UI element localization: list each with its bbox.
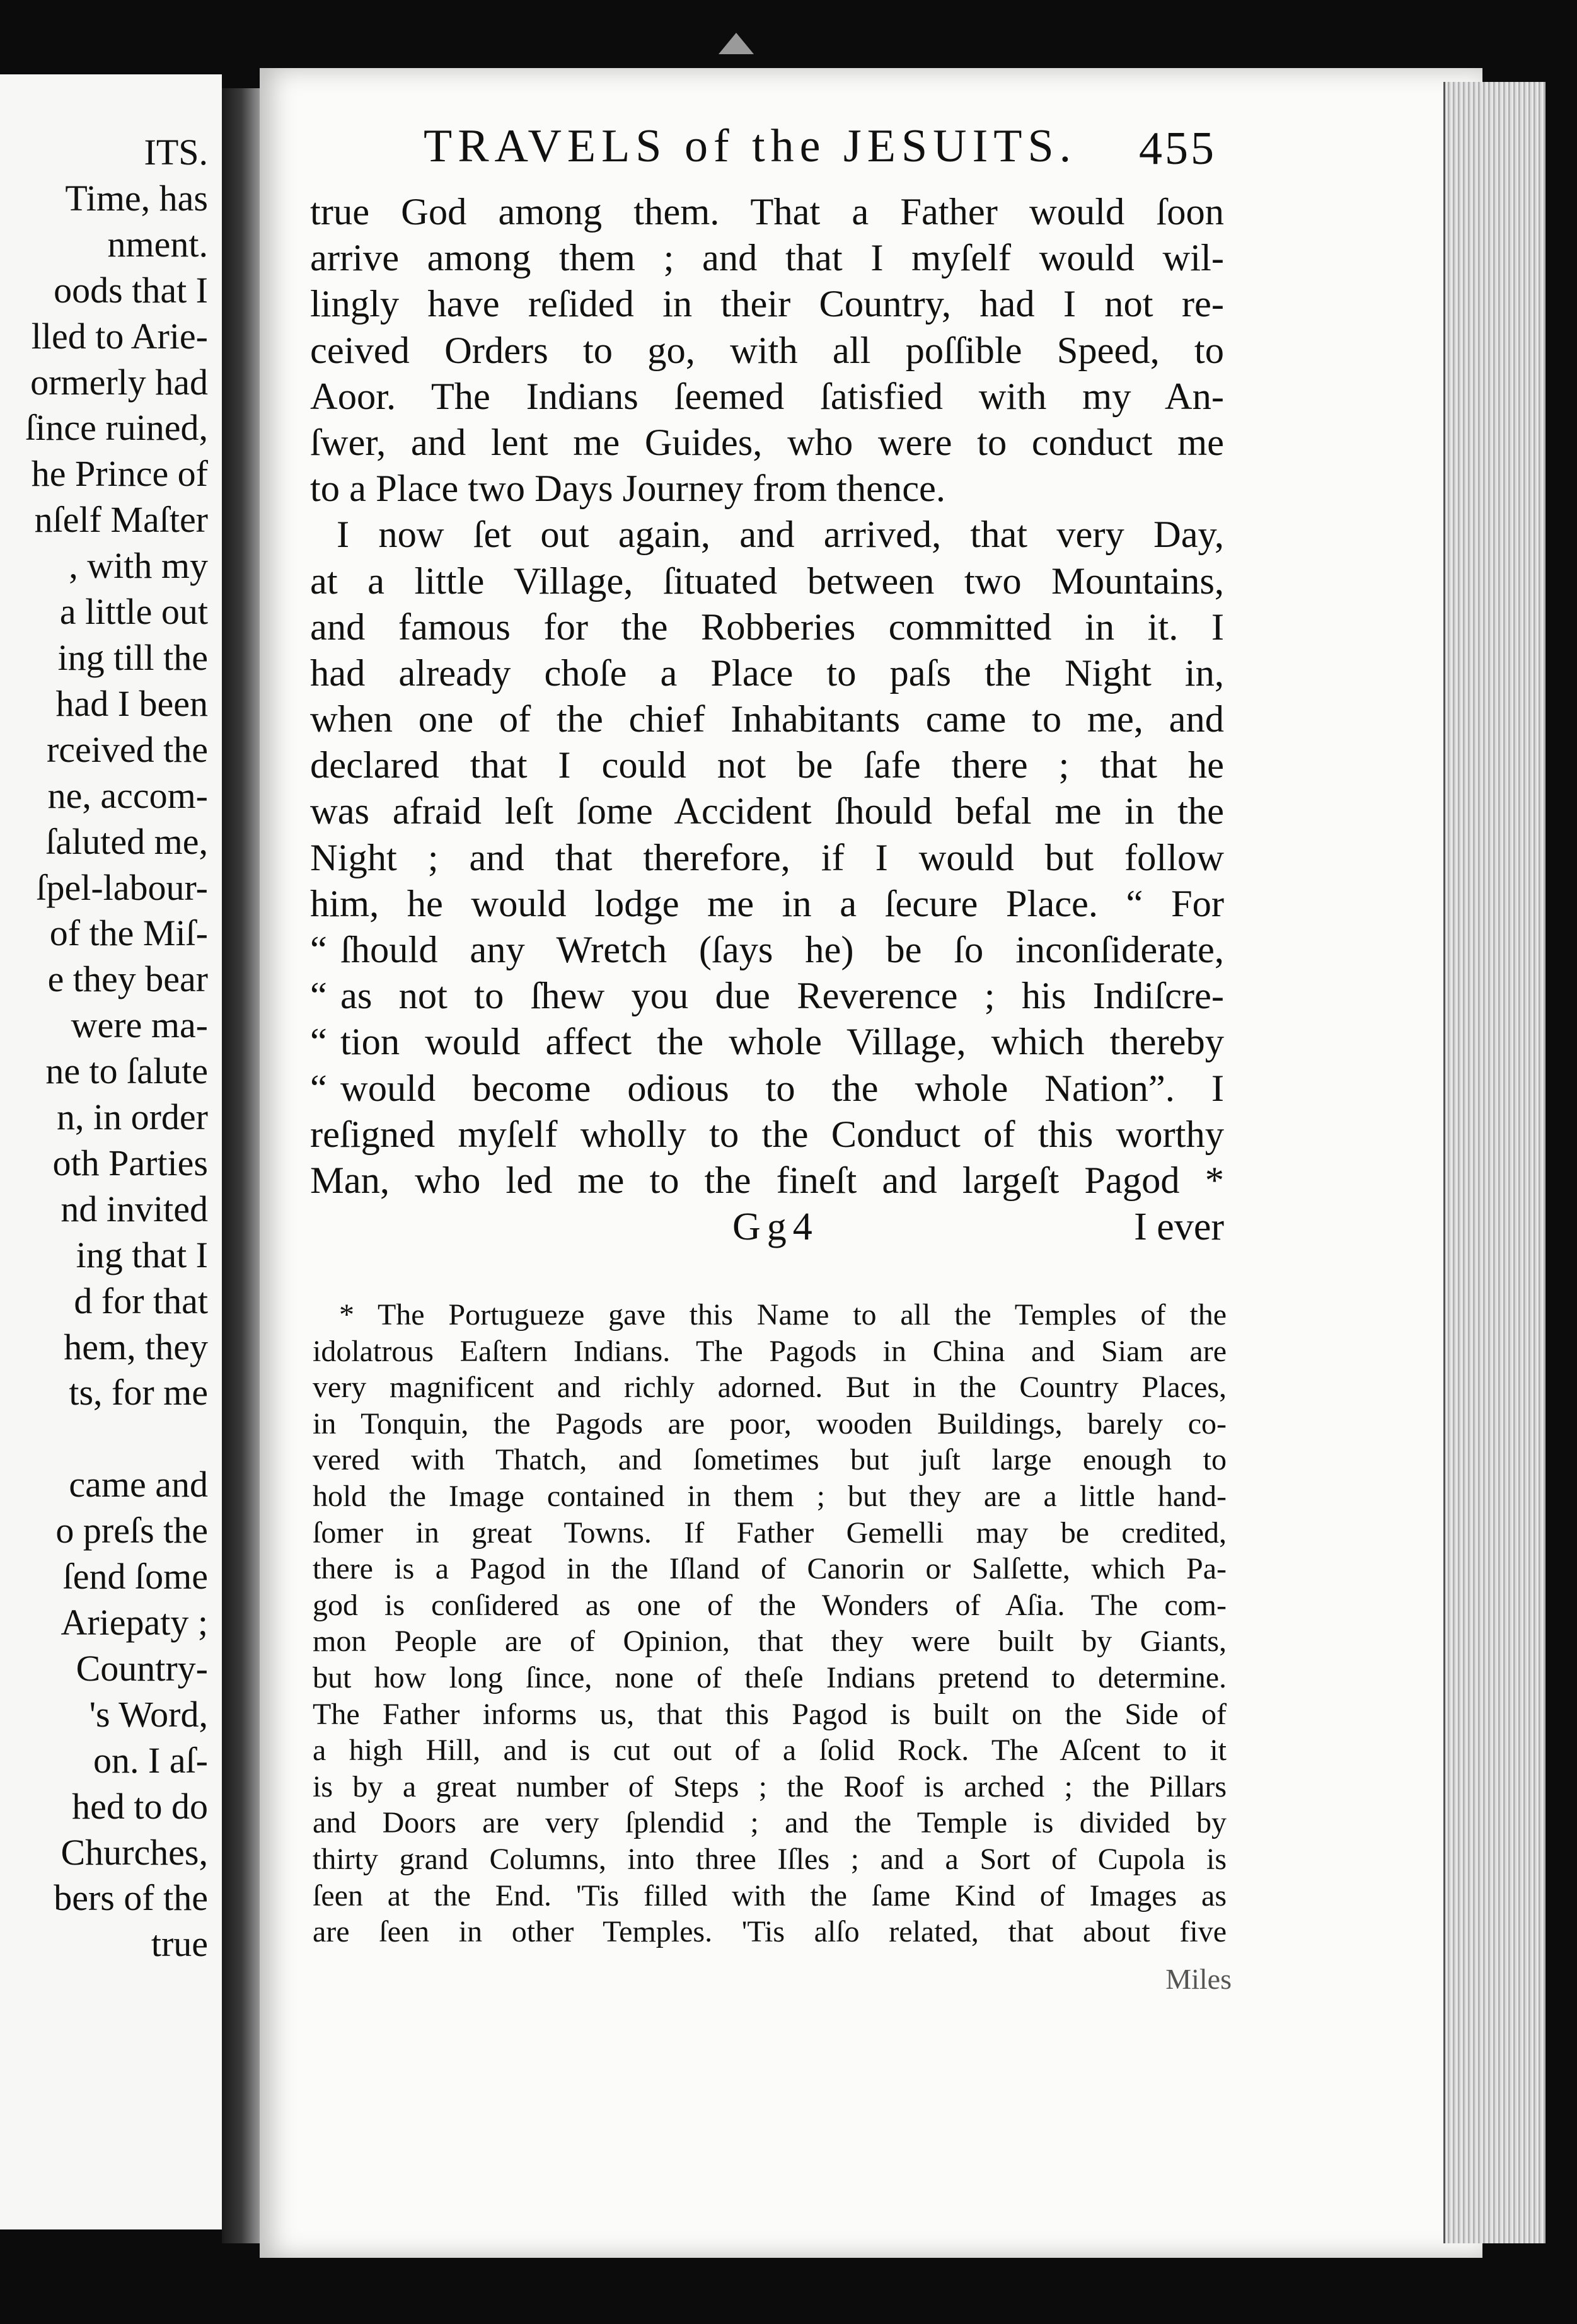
body-line: Night ; and that therefore, if I would but follow [310,836,1224,879]
footnote-line: a high Hill, and is cut out of a ſolid Rock. The Aſcent to it [313,1734,1227,1768]
footnote-line: and Doors are very ſplendid ; and the Temple is divided by [313,1806,1227,1840]
left-page-line: true [151,1923,208,1965]
scanner-notch [719,33,754,54]
left-page [0,74,222,2229]
footnote-line: * The Portugueze gave this Name to all the Temples of the [339,1298,1227,1332]
left-page-line: ing that I [76,1234,208,1275]
body-line-text: ſhould any Wretch (ſays he) be ſo inconſiderate, [340,929,1224,971]
page-header [424,120,1230,189]
left-page-line: ormerly had [30,361,208,403]
left-page-line: nment. [107,223,208,265]
body-line: true God among them. That a Father would ſoon [310,191,1224,233]
left-page-line: lled to Arie- [31,315,208,357]
left-page-line: ſince ruined, [25,407,208,449]
left-page-line: , with my [69,545,208,587]
body-line-text: as not to ſhew you due Reverence ; his Indiſcre- [340,975,1224,1018]
footnote-line: but how long ſince, none of theſe Indians pretend to determine. [313,1660,1227,1694]
scan-background-right [1545,0,1577,2324]
left-page-line: ne to ſalute [45,1050,208,1092]
left-page-line: ſaluted me, [45,820,208,862]
body-line: Aoor. The Indians ſeemed ſatisfied with my An- [310,375,1224,418]
body-line [310,973,1224,1019]
left-page-line: of the Miſ- [49,912,208,954]
left-page-line: o preſs the [55,1510,208,1551]
body-line: Man, who led me to the fineſt and largeſt Pagod * [310,1159,1224,1202]
left-page-line: e they bear [47,958,208,1000]
body-line-text: would become odious to the whole Nation”. I [340,1067,1224,1110]
left-page-line: Ariepaty ; [61,1602,208,1643]
body-line: had already choſe a Place to paſs the Night in, [310,652,1224,694]
left-page-line: were ma- [71,1004,208,1046]
left-page-line: on. I aſ- [93,1739,208,1781]
left-page-line: he Prince of [31,453,208,495]
body-line: I now ſet out again, and arrived, that very Day, [337,514,1224,556]
scan-background-bottom [0,2258,1577,2324]
body-line-text: tion would affect the whole Village, which thereby [340,1021,1224,1064]
footnote-line: is by a great number of Steps ; the Roof is arched ; the Pillars [313,1769,1227,1803]
main-text [310,189,1224,1204]
left-page-line: came and [69,1464,208,1505]
quote-mark: “ [310,1067,327,1110]
body-line: ceived Orders to go, with all poſſible Speed, to [310,329,1224,372]
left-page-line [25,1416,208,1462]
left-page-line: oth Parties [52,1142,208,1183]
footnote-catchword: Miles [1165,1963,1232,1995]
left-page-line: had I been [55,682,208,724]
left-page-line: bers of the [54,1877,208,1919]
footnote-line: are ſeen in other Temples. 'Tis alſo related, that about five [313,1915,1227,1949]
body-line [310,1019,1224,1065]
body-line: lingly have reſided in their Country, had I not re- [310,283,1224,326]
quote-mark: “ [310,1021,327,1064]
left-page-line: Churches, [61,1831,208,1873]
body-line: at a little Village, ſituated between two Mountains, [310,560,1224,602]
body-line: when one of the chief Inhabitants came to me, and [310,698,1224,741]
footnote-line: mon People are of Opinion, that they were built by Giants, [313,1625,1227,1659]
body-line: arrive among them ; and that I myſelf would wil- [310,237,1224,280]
left-page-line: rceived the [46,728,208,770]
page-number: 455 [1139,123,1216,175]
left-page-line: n, in order [57,1096,208,1138]
footnote-line: very magnificent and richly adorned. But in the Country Places, [313,1371,1227,1405]
body-line [310,1066,1224,1112]
left-page-line: ITS. [144,132,208,173]
left-page-line: oods that I [54,269,208,311]
left-page-line: ſend ſome [62,1556,208,1597]
left-page-line: ne, accom- [47,774,208,816]
left-page-line: Country- [76,1647,208,1689]
body-line: him, he would lodge me in a ſecure Place. “ For [310,882,1224,925]
signature-mark: Gg4 [732,1205,819,1248]
body-line: reſigned myſelf wholly to the Conduct of this worthy [310,1113,1224,1156]
quote-mark: “ [310,975,327,1018]
left-page-line: 's Word, [89,1693,208,1735]
footnote-line: vered with Thatch, and ſometimes but juſt large enough to [313,1443,1227,1477]
body-line: declared that I could not be ſafe there ; that he [310,744,1224,787]
left-page-line: a little out [59,591,208,633]
left-page-text [25,130,208,1967]
body-line [310,927,1224,973]
running-head: TRAVELS of the JESUITS. [424,120,1077,172]
footnote [313,1297,1227,1950]
left-page-line: hed to do [72,1785,208,1827]
left-page-line: d for that [74,1280,208,1321]
footnote-line: in Tonquin, the Pagods are poor, wooden Buildings, barely co- [313,1406,1227,1441]
left-page-line: nſelf Maſter [34,499,208,541]
left-page-line: hem, they [64,1326,208,1367]
footnote-line: hold the Image contained in them ; but they are a little hand- [313,1479,1227,1513]
left-page-line: ing till the [57,636,208,678]
body-line: and famous for the Robberies committed in it. I [310,606,1224,648]
page-edges [1443,82,1552,2243]
left-page-line: ts, for me [69,1372,208,1413]
catchword: I ever [1134,1205,1224,1248]
left-page-line: ſpel-labour- [36,866,208,908]
footnote-line: thirty grand Columns, into three Iſles ; and a Sort of Cupola is [313,1842,1227,1876]
left-page-line: Time, has [65,177,208,219]
footnote-line: there is a Pagod in the Iſland of Canorin or Salſette, which Pa- [313,1552,1227,1586]
signature-line [310,1205,1224,1255]
body-line: ſwer, and lent me Guides, who were to conduct me [310,421,1224,464]
quote-mark: “ [310,929,327,971]
footnote-line: ſeen at the End. 'Tis filled with the ſame Kind of Images as [313,1878,1227,1913]
footnote-line: The Father informs us, that this Pagod is built on the Side of [313,1697,1227,1731]
body-line: to a Place two Days Journey from thence. [310,468,946,510]
body-line: was afraid leſt ſome Accident ſhould befal me in the [310,790,1224,833]
footnote-line: idolatrous Eaſtern Indians. The Pagods in China and Siam are [313,1334,1227,1368]
footnote-line: ſomer in great Towns. If Father Gemelli may be credited, [313,1516,1227,1550]
footnote-line: god is conſidered as one of the Wonders of Aſia. The com- [313,1588,1227,1622]
scan-background-top [0,0,1577,76]
left-page-line: nd invited [61,1188,208,1229]
